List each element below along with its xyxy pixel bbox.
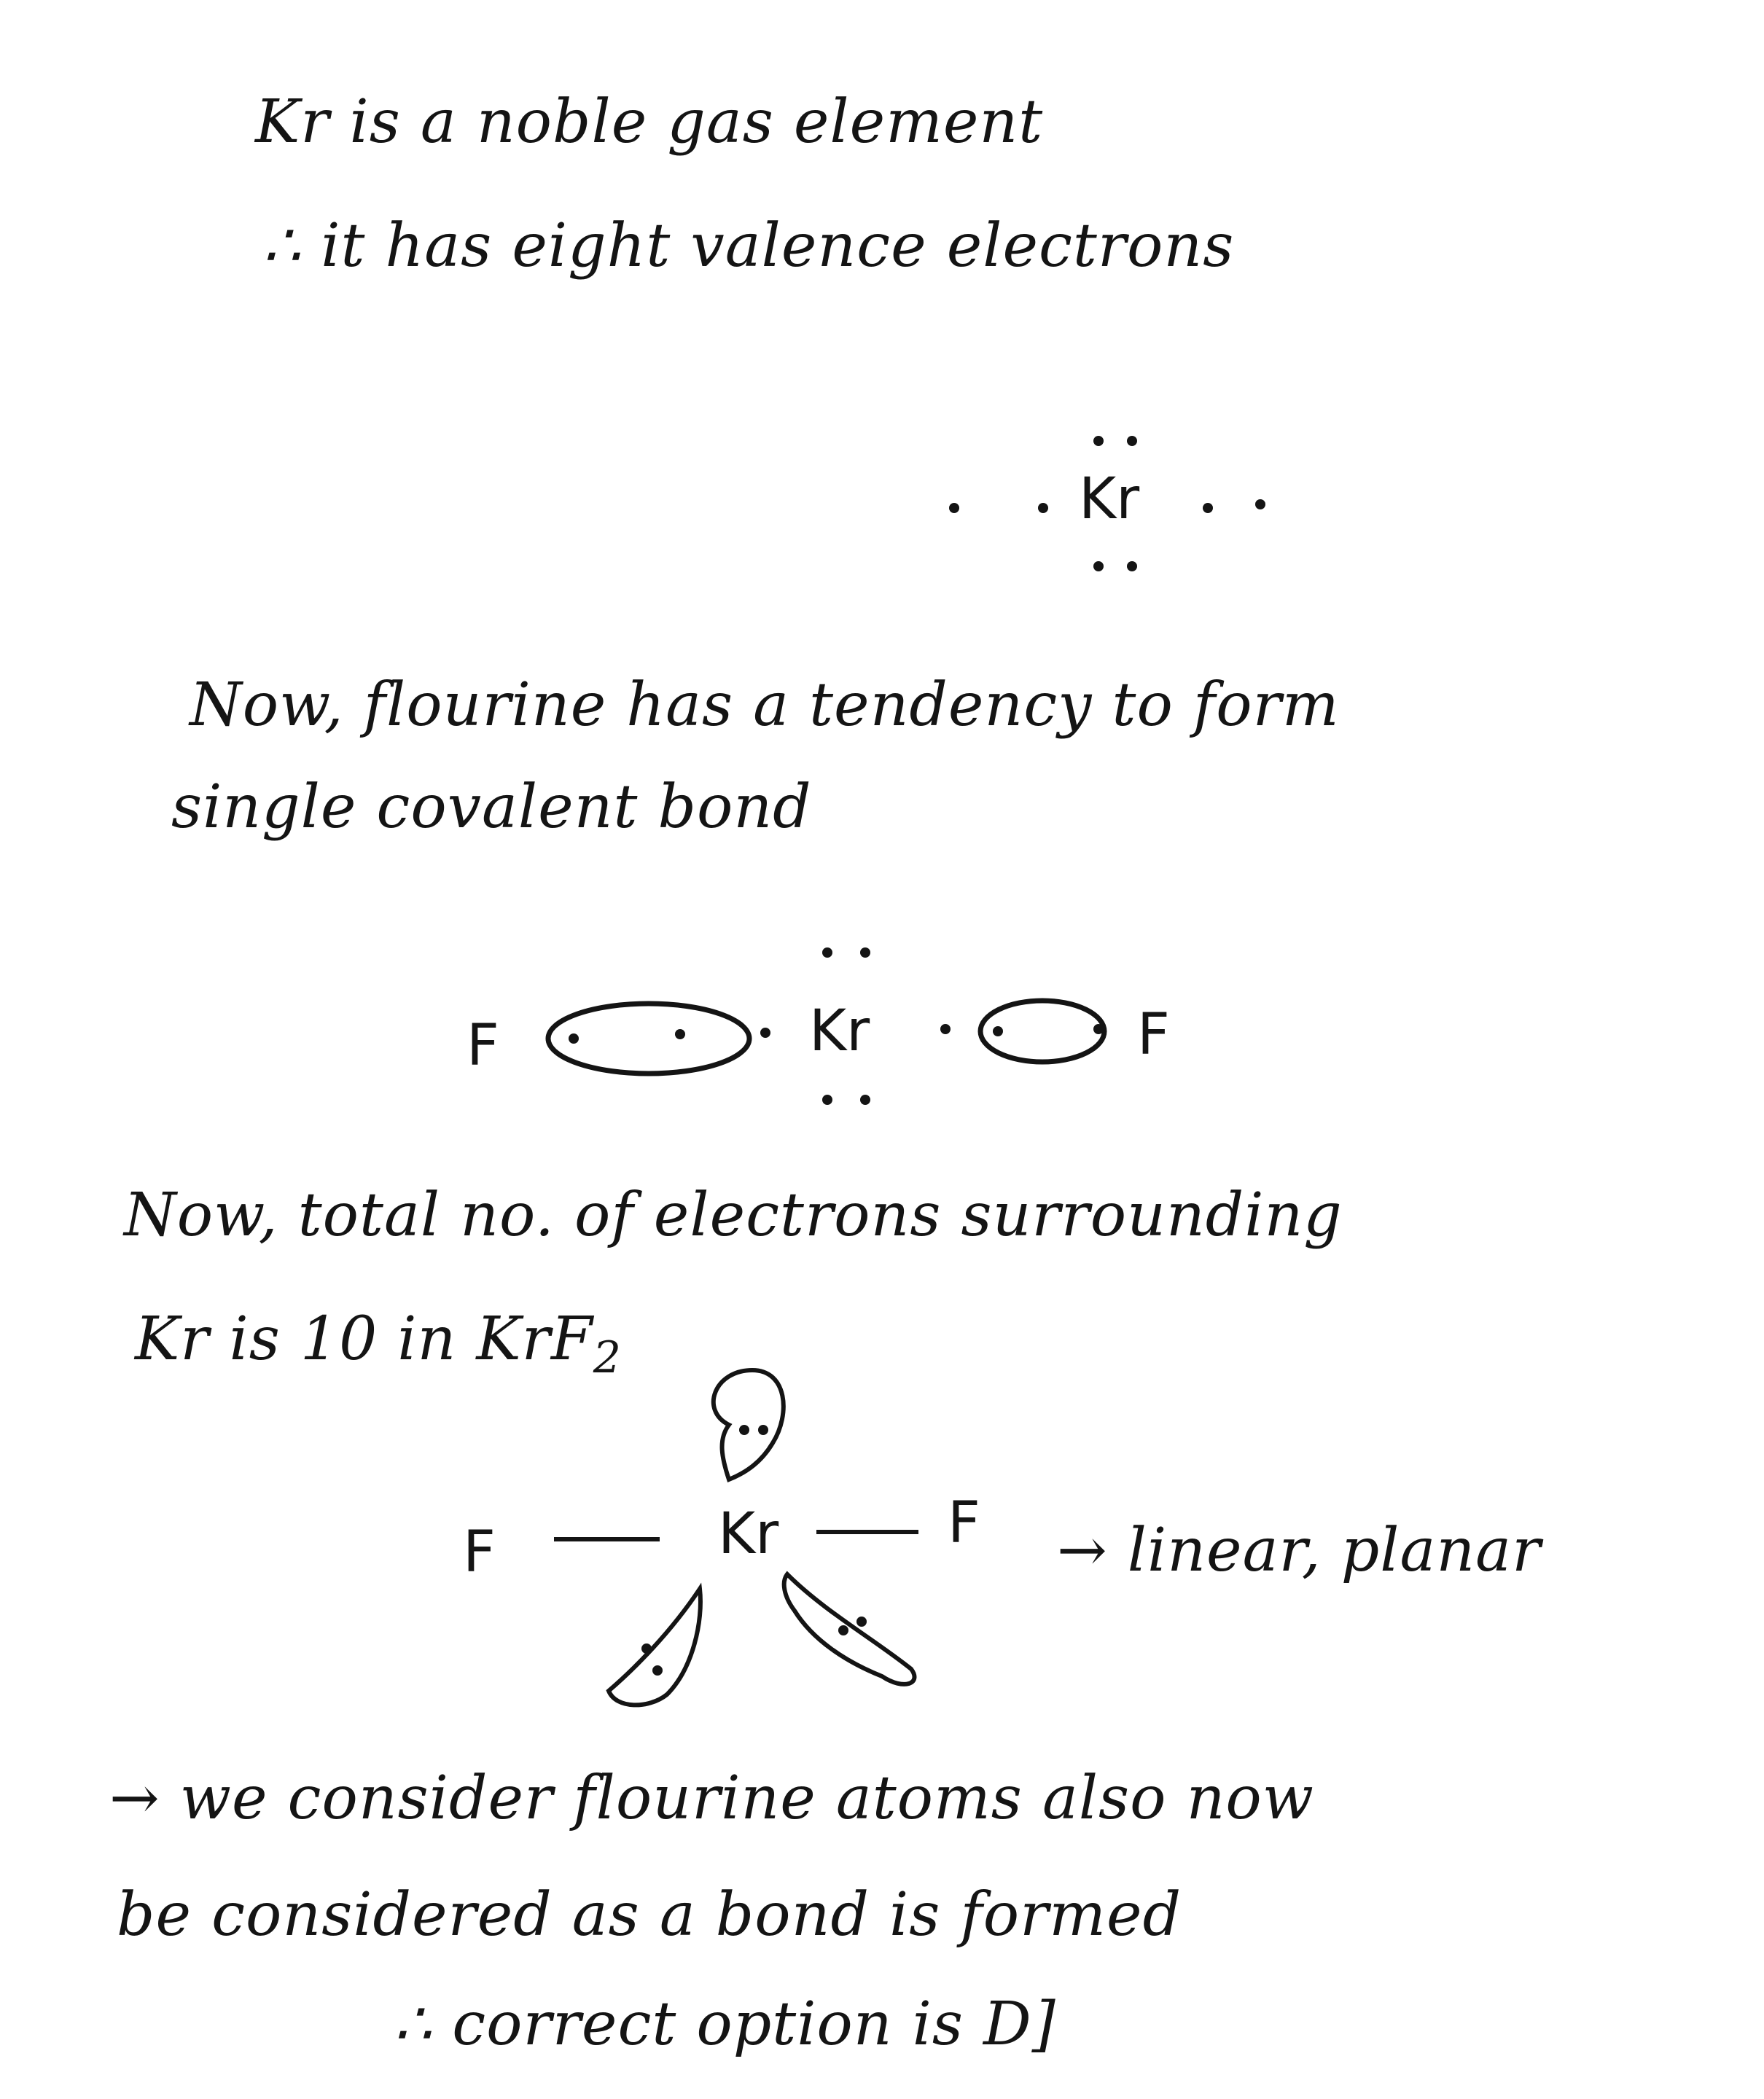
- fluorine-right: F: [1137, 1002, 1170, 1068]
- note-line-8: → we consider flourine atoms also now: [109, 1764, 1314, 1833]
- note-line-6-text: Kr is 10 in KrF: [135, 1305, 593, 1374]
- note-line-10: ∴ correct option is D]: [394, 1990, 1056, 2059]
- fluorine-left: F: [467, 1013, 499, 1079]
- note-line-4: single covalent bond: [171, 773, 812, 842]
- note-line-3: Now, flourine has a tendency to form: [190, 671, 1340, 740]
- electron-dot: [758, 1425, 768, 1435]
- geometry-label: → linear, planar: [1057, 1516, 1542, 1585]
- note-line-5: Now, total no. of electrons surrounding: [124, 1181, 1343, 1250]
- electron-dot: [739, 1425, 749, 1435]
- kr-symbol: Kr: [1079, 466, 1140, 532]
- electron-dot: [856, 1617, 867, 1627]
- electron-dot: [641, 1643, 652, 1654]
- kr-symbol-3: Kr: [718, 1501, 779, 1567]
- kr-symbol-2: Kr: [809, 998, 870, 1064]
- fluorine-left-3: F: [463, 1520, 496, 1585]
- note-line-9: be considered as a bond is formed: [117, 1880, 1182, 1950]
- note-line-1: Kr is a noble gas element: [255, 87, 1044, 157]
- subscript-2: 2: [593, 1332, 622, 1383]
- electron-dot: [652, 1665, 663, 1676]
- note-line-2: ∴ it has eight valence electrons: [262, 211, 1235, 281]
- fluorine-right-3: F: [948, 1490, 980, 1556]
- electron-dot: [838, 1625, 848, 1635]
